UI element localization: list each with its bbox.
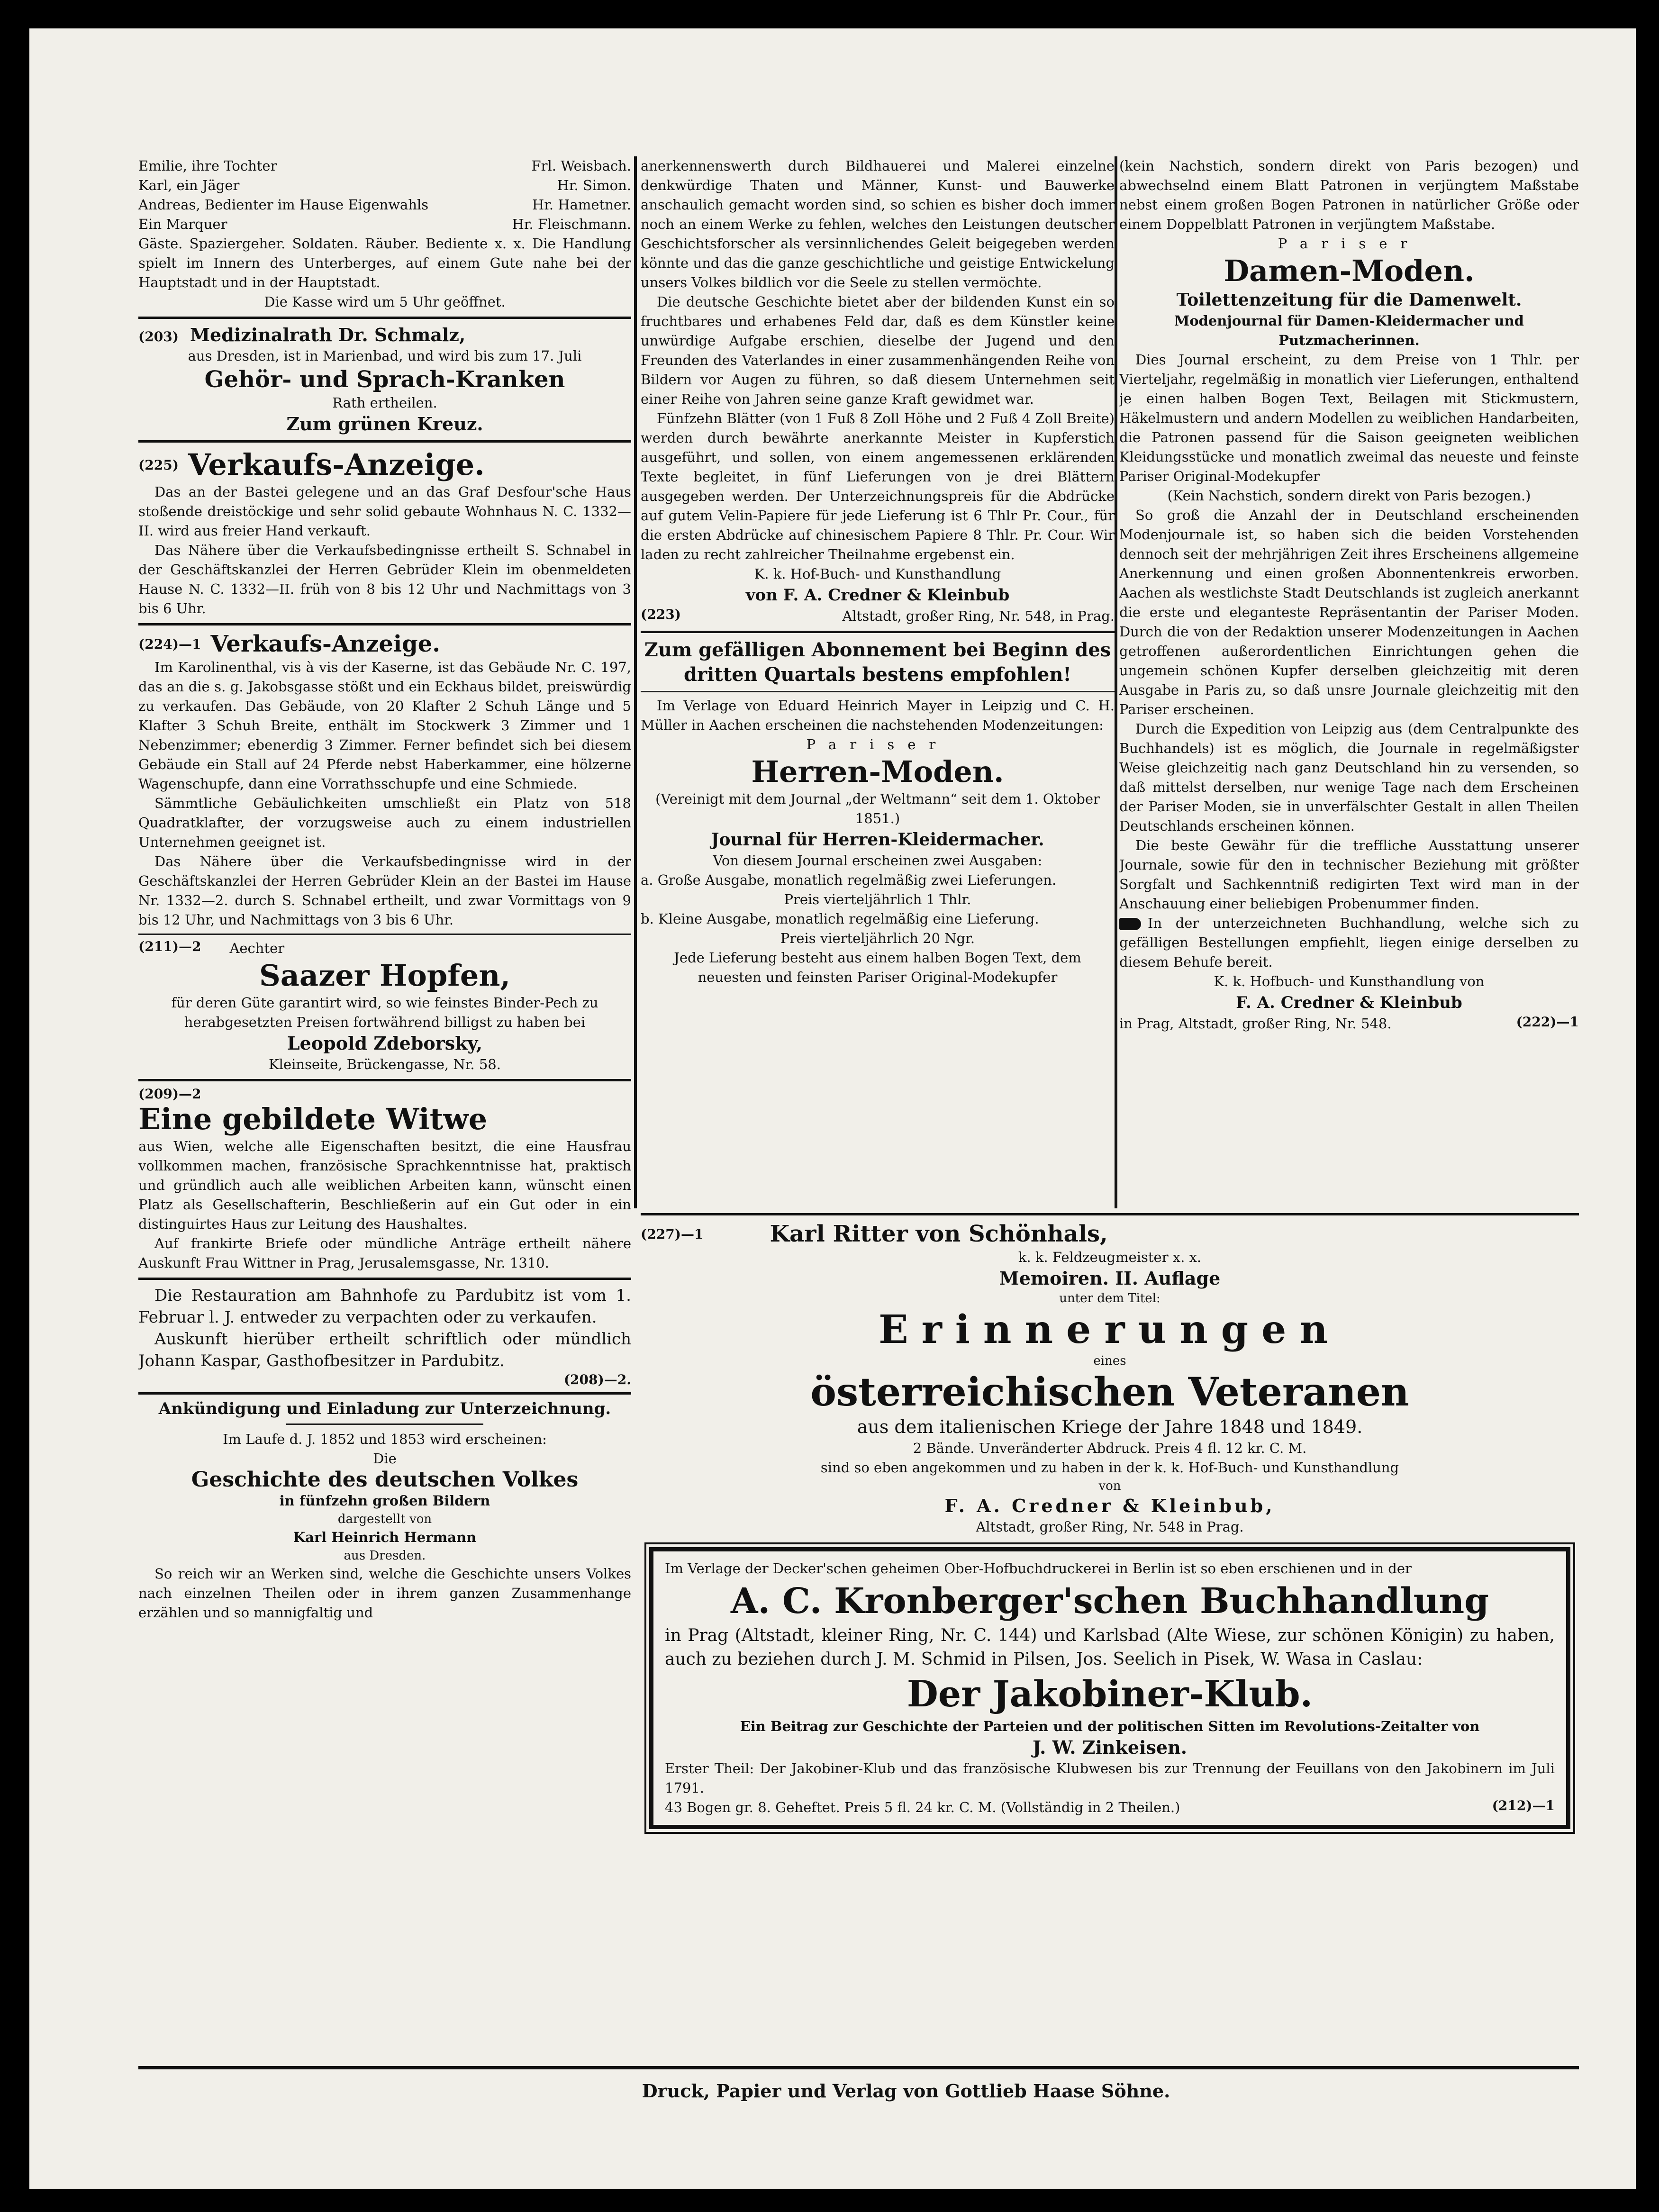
ad-number: (227)—1 bbox=[641, 1226, 704, 1242]
article-text: Die deutsche Geschichte bietet aber der bildenden Kunst ein so fruchtbares und erhabenes Feld dar, daß es dem Künstler keine unwürdige Aufgabe erschien, dieselbe der Jugend und den Freunden des Vaterlandes in einer zusammenhängenden Reihe von Bildern vor Augen zu führen, so daß diesem Unternehmen seit einer Reihe von Jahren seine ganze Kraft gewidmet war. bbox=[641, 294, 1115, 407]
divider bbox=[641, 631, 1115, 633]
footer-rule bbox=[138, 2066, 1579, 2069]
ad-subtitle: Toilettenzeitung für die Damenwelt. bbox=[1176, 290, 1522, 310]
book-title: Erinnerungen bbox=[879, 1307, 1341, 1352]
imprint: Druck, Papier und Verlag von Gottlieb Haase Söhne. bbox=[642, 2080, 1170, 2102]
ad-211 bbox=[138, 939, 631, 1074]
divider bbox=[138, 623, 631, 626]
ad-209 bbox=[138, 1086, 631, 1273]
divider bbox=[138, 1079, 631, 1081]
ad-title: Zum gefälligen Abonnement bei Beginn des dritten Quartals bestens empfohlen! bbox=[644, 639, 1111, 686]
ad-225 bbox=[138, 447, 631, 618]
price: Preis vierteljährlich 1 Thlr. bbox=[784, 891, 971, 907]
firm-address: in Prag, Altstadt, großer Ring, Nr. 548. bbox=[1119, 1015, 1392, 1032]
author-name: J. W. Zinkeisen. bbox=[1033, 1737, 1187, 1758]
divider bbox=[138, 440, 631, 443]
ad-text: Aechter bbox=[229, 940, 285, 956]
ad-text: in Prag (Altstadt, kleiner Ring, Nr. C. 144) und Karlsbad (Alte Wiese, zur schönen Königin) zu haben, auch zu beziehen durch J. M. Schmid in Pilsen, Jos. Seelich in Pisek, W. Wasa in Caslau: bbox=[665, 1626, 1555, 1669]
article-text: (Kein Nachstich, sondern direkt von Paris bezogen.) bbox=[1167, 488, 1531, 504]
cast-row: Ein Marquer Hr. Fleischmann. bbox=[138, 216, 631, 232]
ad-number: (208)—2. bbox=[563, 1372, 631, 1387]
ad-text: Das Nähere über die Verkaufsbedingnisse wird in der Geschäftskanzlei der Herren Gebrüder Klein an der Bastei im Hause Nr. 1332—2. durch S. Schnabel ertheilt, und zwar Vormittags von 9 bis 12 Uhr, und Nachmittags von 3 bis 6 Uhr. bbox=[138, 853, 631, 928]
article-text: (kein Nachstich, sondern direkt von Paris bezogen) und abwechselnd einem Blatt Patronen in verjüngtem Maßstabe nebst einem großen Bogen Patronen in natürlicher Größe oder einem Doppelblatt Patronen in verjüngtem Maßstabe. bbox=[1119, 158, 1579, 232]
ad-number: (212)—1 bbox=[1492, 1798, 1555, 1813]
firm-name: F. A. Credner & Kleinbub, bbox=[944, 1495, 1275, 1516]
firm-name: K. k. Hofbuch- und Kunsthandlung von bbox=[1214, 973, 1485, 989]
ad-title: Ankündigung und Einladung zur Unterzeichnung. bbox=[158, 1399, 611, 1418]
ad-203 bbox=[138, 324, 631, 435]
ad-text: b. Kleine Ausgabe, monatlich regelmäßig eine Lieferung. bbox=[641, 911, 1039, 927]
firm-name: K. k. Hof-Buch- und Kunsthandlung bbox=[754, 566, 1001, 582]
ad-208 bbox=[138, 1285, 631, 1387]
ad-title: Eine gebildete Witwe bbox=[138, 1102, 488, 1136]
author-rank: k. k. Feldzeugmeister x. x. bbox=[1018, 1249, 1202, 1265]
ad-text: Im Verlage der Decker'schen geheimen Ober-Hofbuchdruckerei in Berlin ist so eben erschienen und in der bbox=[665, 1560, 1412, 1577]
ad-announcement bbox=[138, 1399, 631, 1623]
ad-number: (224)—1 bbox=[138, 636, 201, 652]
ad-text: Pariser bbox=[1278, 236, 1421, 252]
divider bbox=[138, 934, 631, 935]
ad-text: von bbox=[1098, 1479, 1121, 1493]
book-title: Der Jakobiner-Klub. bbox=[907, 1673, 1313, 1715]
divider bbox=[641, 1213, 1579, 1215]
column-right bbox=[1119, 156, 1579, 1208]
ad-text: Rath ertheilen. bbox=[332, 395, 437, 411]
ad-title: Verkaufs-Anzeige. bbox=[210, 631, 440, 657]
ad-title: Medizinalrath Dr. Schmalz, bbox=[190, 324, 466, 345]
ad-text: aus Dresden. bbox=[344, 1549, 426, 1563]
ad-text: aus Dresden, ist in Marienbad, und wird bis zum 17. Juli bbox=[188, 348, 582, 364]
box-office-time: Die Kasse wird um 5 Uhr geöffnet. bbox=[264, 294, 506, 310]
column-rule bbox=[634, 156, 637, 1208]
ad-number: (203) bbox=[138, 329, 179, 344]
ad-text: a. Große Ausgabe, monatlich regelmäßig zwei Lieferungen. bbox=[641, 872, 1057, 888]
article-text: anerkennenswerth durch Bildhauerei und Malerei einzelne denkwürdige Thaten und Männer, Kunst- und Bauwerke anschaulich gemacht worden sind, so schien es bisher doch immer noch an einem Werke zu fehlen, welches den Leistungen deutscher Geschichtsforscher als versinnlichendes Geleit beigegeben werden könnte und das die ganze geschichtliche und geistige Entwickelung unsers Volkes bildlich vor die Seele zu stellen vermöchte. bbox=[641, 158, 1115, 290]
ad-text: Die Restauration am Bahnhofe zu Pardubitz ist vom 1. Februar l. J. entweder zu verpachten oder zu verkaufen. bbox=[138, 1286, 631, 1327]
ad-number: (225) bbox=[138, 457, 179, 473]
ad-text: in fünfzehn großen Bildern bbox=[279, 1493, 490, 1509]
price: Preis vierteljährlich 20 Ngr. bbox=[780, 930, 975, 946]
ad-text: Erster Theil: Der Jakobiner-Klub und das französische Klubwesen bis zur Trennung der Feuillans von den Jakobinern im Juli 1791. bbox=[665, 1760, 1555, 1796]
ad-text: So reich wir an Werken sind, welche die Geschichte unsers Volkes nach einzelnen Theilen oder in ihrem ganzen Zusammenhange erzählen und so mannigfaltig und bbox=[138, 1566, 631, 1621]
ad-number: (211)—2 bbox=[138, 939, 201, 954]
ad-text: aus Wien, welche alle Eigenschaften besitzt, die eine Hausfrau vollkommen machen, französische Sprachkenntnisse hat, praktisch und gründlich auch alle weiblichen Arbeiten kann, wünscht einen Platz als Gesellschafterin, Beschließerin auf ein Gut oder in ein distinguirtes Haus zur Leitung des Haushaltes. bbox=[138, 1138, 631, 1232]
firm-name: A. C. Kronberger'schen Buchhandlung bbox=[731, 1581, 1489, 1622]
ad-text: dargestellt von bbox=[337, 1512, 432, 1526]
ad-text: unter dem Titel: bbox=[1059, 1291, 1160, 1305]
article-text: Dies Journal erscheint, zu dem Preise von 1 Thlr. per Vierteljahr, regelmäßig in monatlich vier Lieferungen, enthaltend je einen halben Bogen Text, Beilagen mit Stickmustern, Häkelmustern und andern Modellen zu weiblichen Handarbeiten, die Patronen passend für die Saison geeigneten weiblichen Kleidungsstücke und monatlich zweimal das neueste und feinste Pariser Original-Modekupfer bbox=[1119, 352, 1579, 484]
ad-text: Auskunft hierüber ertheilt schriftlich oder mündlich Johann Kaspar, Gasthofbesitzer in Pardubitz. bbox=[138, 1330, 631, 1370]
divider bbox=[641, 691, 1115, 692]
ad-name: Leopold Zdeborsky, bbox=[287, 1033, 483, 1054]
ad-title: Verkaufs-Anzeige. bbox=[188, 447, 485, 482]
column-rule bbox=[1115, 156, 1117, 1208]
divider bbox=[138, 317, 631, 319]
ad-text: eines bbox=[1093, 1354, 1126, 1368]
ad-subtitle: Modenjournal für Damen-Kleidermacher und Putzmacherinnen. bbox=[1174, 313, 1524, 348]
book-subtitle: Ein Beitrag zur Geschichte der Parteien und der politischen Sitten im Revolutions-Zeitalter von bbox=[740, 1718, 1480, 1734]
ad-text: Von diesem Journal erscheinen zwei Ausgaben: bbox=[713, 852, 1043, 869]
ad-text: Auf frankirte Briefe oder mündliche Anträge ertheilt nähere Auskunft Frau Wittner in Prag, Jerusalemsgasse, Nr. 1310. bbox=[138, 1235, 631, 1271]
kronberger-ad-box bbox=[649, 1547, 1570, 1829]
price: 43 Bogen gr. 8. Geheftet. Preis 5 fl. 24 kr. C. M. (Vollständig in 2 Theilen.) bbox=[665, 1799, 1180, 1815]
column-middle bbox=[641, 156, 1115, 1208]
ad-headline: Gehör- und Sprach-Kranken bbox=[204, 366, 565, 393]
ad-224 bbox=[138, 630, 631, 930]
ad-text: Im Verlage von Eduard Heinrich Mayer in Leipzig und C. H. Müller in Aachen erscheinen die nachstehenden Modenzeitungen: bbox=[641, 698, 1115, 733]
article-text: Die beste Gewähr für die treffliche Ausstattung unserer Journale, sowie für den in technischer Beziehung mit größter Sorgfalt und Sachkenntniß redigirten Text wird man in der Anschauung einer beliebigen Probenummer finden. bbox=[1119, 837, 1579, 912]
ad-subtitle: Journal für Herren-Kleidermacher. bbox=[711, 830, 1044, 850]
book-subtitle: aus dem italienischen Kriege der Jahre 1848 und 1849. bbox=[857, 1416, 1363, 1437]
price: 2 Bände. Unveränderter Abdruck. Preis 4 fl. 12 kr. C. M. bbox=[913, 1440, 1307, 1456]
book-title: österreichischen Veteranen bbox=[810, 1369, 1409, 1415]
newspaper-page bbox=[29, 28, 1636, 2189]
divider bbox=[138, 1392, 631, 1395]
ad-text: Sämmtliche Gebäulichkeiten umschließt ein Platz von 518 Quadratklafter, der vorzugsweise auch zu einem industriellen Unternehmen geeignet ist. bbox=[138, 795, 631, 850]
ad-name: Karl Heinrich Hermann bbox=[293, 1529, 477, 1545]
pointing-hand-icon bbox=[1119, 918, 1141, 930]
book-edition: Memoiren. II. Auflage bbox=[999, 1268, 1221, 1289]
ad-headline: Geschichte des deutschen Volkes bbox=[191, 1468, 579, 1492]
cast-note: Gäste. Spaziergeher. Soldaten. Räuber. Bediente x. x. Die Handlung spielt im Innern des Unterberges, auf einem Gute nahe bei der Hauptstadt und in der Hauptstadt. bbox=[138, 236, 631, 290]
cast-row: Karl, ein Jäger Hr. Simon. bbox=[138, 177, 631, 193]
firm-name: F. A. Credner & Kleinbub bbox=[1236, 993, 1462, 1012]
ad-text: Die bbox=[373, 1450, 397, 1467]
ad-headline: Herren-Moden. bbox=[751, 754, 1004, 789]
firm-address: Altstadt, großer Ring, Nr. 548 in Prag. bbox=[976, 1519, 1244, 1535]
author-name: Karl Ritter von Schönhals, bbox=[770, 1221, 1108, 1247]
ad-text: Pariser bbox=[806, 736, 949, 752]
ad-text: (Vereinigt mit dem Journal „der Weltmann“ seit dem 1. Oktober 1851.) bbox=[655, 791, 1100, 826]
firm-name: von F. A. Credner & Kleinbub bbox=[745, 586, 1010, 605]
ad-text: Das an der Bastei gelegene und an das Graf Desfour'sche Haus stoßende dreistöckige und sehr solid gebaute Wohnhaus N. C. 1332—II. wird aus freier Hand verkauft. bbox=[138, 484, 631, 539]
article-text: So groß die Anzahl der in Deutschland erscheinenden Modenjournale ist, so haben sich die beiden Vorstehenden dennoch seit der mehrjährigen Zeit ihres Erscheinens allgemeine Anerkennung und einen großen Abonnentenkreis erworben. Aachen als westlichste Stadt Deutschlands ist zugleich anerkannt die erste und eleganteste Repräsentantin der Pariser Moden. Durch die von der Redaktion unserer Modenzeitungen in Aachen getroffenen außerordentlichen Einrichtungen gehen die ungemein schönen Kupfer derselben gleichzeitig mit deren Ausgabe in Paris zu, so daß unsre Journale gleichzeitig mit den Pariser erscheinen. bbox=[1119, 507, 1579, 717]
ad-text: sind so eben angekommen und zu haben in der k. k. Hof-Buch- und Kunsthandlung bbox=[820, 1460, 1399, 1476]
column-left bbox=[138, 156, 631, 2061]
ad-text: für deren Güte garantirt wird, so wie feinstes Binder-Pech zu herabgesetzten Preisen fortwährend billigst zu haben bei bbox=[171, 995, 598, 1030]
divider bbox=[138, 1278, 631, 1280]
article-text: In der unterzeichneten Buchhandlung, welche sich zu gefälligen Bestellungen empfiehlt, liegen einige derselben zu diesem Behufe bereit. bbox=[1119, 915, 1579, 970]
ad-text: Im Karolinenthal, vis à vis der Kaserne, ist das Gebäude Nr. C. 197, das an die s. g. Jakobsgasse stößt und ein Eckhaus bildet, preiswürdig zu verkaufen. Das Gebäude, von 20 Klafter 2 Schuh Länge und 5 Klafter 3 Schuh Breite, enthält im Stockwerk 3 Zimmer und 1 Nebenzimmer; ebenerdig 3 Zimmer. Ferner befindet sich bei diesem Gebäude ein Stall auf 24 Pferde nebst Haberkammer, eine hölzerne Wagenschupfe, dann eine Vorrathsschupfe und eine Schmiede. bbox=[138, 659, 631, 792]
ad-title: Saazer Hopfen, bbox=[259, 958, 511, 993]
ad-number: (222)—1 bbox=[1516, 1014, 1579, 1030]
ad-number: (209)—2 bbox=[138, 1086, 201, 1102]
ad-text: Das Nähere über die Verkaufsbedingnisse ertheilt S. Schnabel in der Geschäftskanzlei der Herren Gebrüder Klein im obenmeldeten Hause N. C. 1332—II. früh von 8 bis 12 Uhr und Nachmittags von 3 bis 6 Uhr. bbox=[138, 542, 631, 616]
article-text: Fünfzehn Blätter (von 1 Fuß 8 Zoll Höhe und 2 Fuß 4 Zoll Breite) werden durch bewährte anerkannte Meister in Kupferstich ausgeführt, und sollen, von einem angemessenen erklärenden Texte begleitet, in fünf Lieferungen von je drei Blättern ausgegeben werden. Der Unterzeichnungspreis für die Abdrücke auf gutem Velin-Papiere für jede Lieferung ist 6 Thlr Pr. Cour., für die ersten Abdrücke auf chinesischem Papiere 8 Thlr. Pr. Cour. Wir laden zu recht zahlreicher Theilnahme ergebenst ein. bbox=[641, 410, 1115, 562]
cast-list bbox=[138, 156, 631, 312]
wide-section bbox=[641, 1213, 1579, 2066]
ad-text: Jede Lieferung besteht aus einem halben Bogen Text, dem neuesten und feinsten Pariser Original-Modekupfer bbox=[674, 950, 1081, 985]
firm-address: Altstadt, großer Ring, Nr. 548, in Prag. bbox=[842, 608, 1115, 624]
ad-number: (223) bbox=[641, 607, 681, 622]
cast-row: Andreas, Bedienter im Hause Eigenwahls Hr. Hametner. bbox=[138, 197, 631, 213]
cast-row: Emilie, ihre Tochter Frl. Weisbach. bbox=[138, 158, 631, 174]
ad-address: Kleinseite, Brückengasse, Nr. 58. bbox=[269, 1056, 501, 1072]
ad-location: Zum grünen Kreuz. bbox=[286, 413, 483, 435]
article-text: Durch die Expedition von Leipzig aus (dem Centralpunkte des Buchhandels) ist es möglich, die Journale in regelmäßigster Weise gleichzeitig nach ganz Deutschland hin zu versenden, so daß mittelst derselben, nur wenige Tage nach dem Erscheinen der Pariser Moden, sie in unverfälschter Gestalt in allen Theilen Deutschlands erscheinen können. bbox=[1119, 721, 1579, 834]
ad-headline: Damen-Moden. bbox=[1224, 254, 1475, 288]
ad-text: Im Laufe d. J. 1852 und 1853 wird erscheinen: bbox=[223, 1431, 547, 1447]
